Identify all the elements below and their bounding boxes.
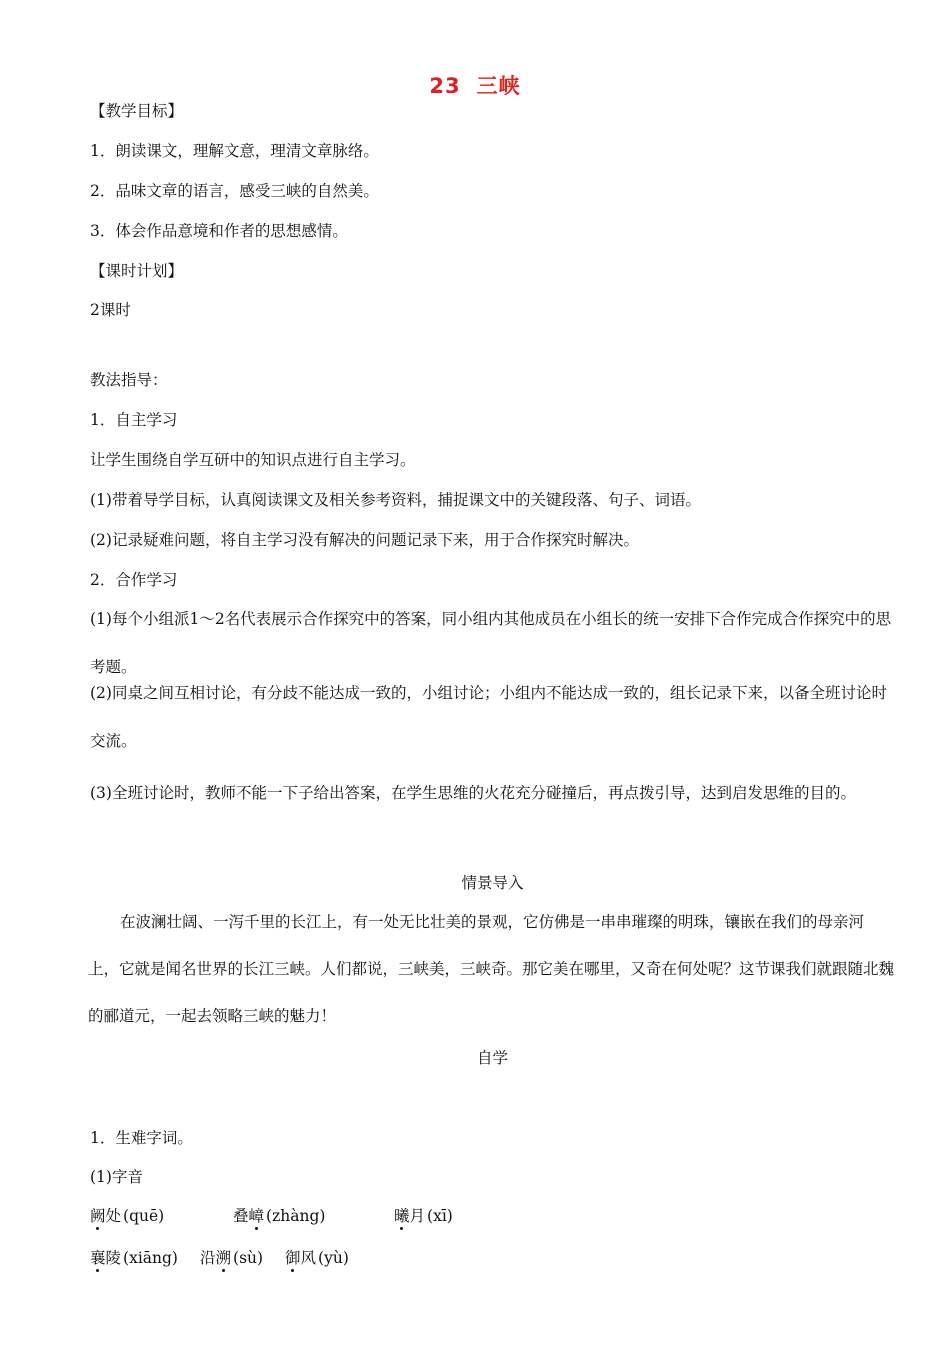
word-entry: 襄陵 (xiāng) bbox=[90, 1249, 178, 1267]
word-entry: 阙处 (quē) bbox=[90, 1207, 165, 1225]
method-1-item: (2)记录疑难问题，将自主学习没有解决的问题记录下来，用于合作探究时解决。 bbox=[90, 531, 639, 549]
method-2-item: (3)全班讨论时，教师不能一下子给出答案，在学生思维的火花充分碰撞后，再点拨引导，达到启发思维的目的。 bbox=[90, 784, 856, 802]
plan-text: 2课时 bbox=[90, 301, 131, 319]
lesson-title: 三峡 bbox=[476, 74, 521, 98]
word-entry: 沿溯 (sù) bbox=[200, 1249, 264, 1267]
goals-heading: 【教学目标】 bbox=[90, 102, 184, 120]
method-1-item: (1)带着导学目标，认真阅读课文及相关参考资料，捕捉课文中的关键段落、句子、词语。 bbox=[90, 491, 701, 509]
self-study-heading: 自学 bbox=[476, 1049, 508, 1067]
goal-item: 2．品味文章的语言，感受三峡的自然美。 bbox=[90, 182, 379, 200]
goal-item: 1．朗读课文，理解文意，理清文章脉络。 bbox=[90, 142, 379, 160]
lesson-number: 23 bbox=[429, 74, 461, 98]
page-title bbox=[0, 70, 950, 100]
method-2-item: (1)每个小组派1～2名代表展示合作探究中的答案，同小组内其他成员在小组长的统一安排下合作完成合作探究中的思考题。 bbox=[90, 610, 892, 676]
word-entry: 叠嶂 (zhàng) bbox=[233, 1207, 326, 1225]
method-heading: 教法指导： bbox=[90, 371, 168, 389]
method-1-heading: 1．自主学习 bbox=[90, 411, 178, 429]
sound-heading: (1)字音 bbox=[90, 1168, 143, 1186]
words-heading: 1．生难字词。 bbox=[90, 1129, 193, 1147]
method-2-item: (2)同桌之间互相讨论，有分歧不能达成一致的，小组讨论；小组内不能达成一致的，组长记录下来，以备全班讨论时交流。 bbox=[90, 684, 887, 750]
plan-heading: 【课时计划】 bbox=[90, 262, 184, 280]
method-2-heading: 2．合作学习 bbox=[90, 571, 178, 589]
intro-heading: 情景导入 bbox=[461, 874, 524, 892]
intro-paragraph: 在波澜壮阔、一泻千里的长江上，有一处无比壮美的景观，它仿佛是一串串璀璨的明珠，镶嵌在我们的母亲河上，它就是闻名世界的长江三峡。人们都说，三峡美，三峡奇。那它美在哪里，又奇在何处呢？这节课我们就跟随北魏的郦道元，一起去领略三峡的魅力！ bbox=[88, 913, 895, 1025]
word-entry: 曦月 (xī) bbox=[394, 1207, 453, 1225]
goal-item: 3．体会作品意境和作者的思想感情。 bbox=[90, 222, 348, 240]
word-entry: 御风 (yù) bbox=[285, 1249, 349, 1267]
method-1-text: 让学生围绕自学互研中的知识点进行自主学习。 bbox=[90, 451, 416, 469]
